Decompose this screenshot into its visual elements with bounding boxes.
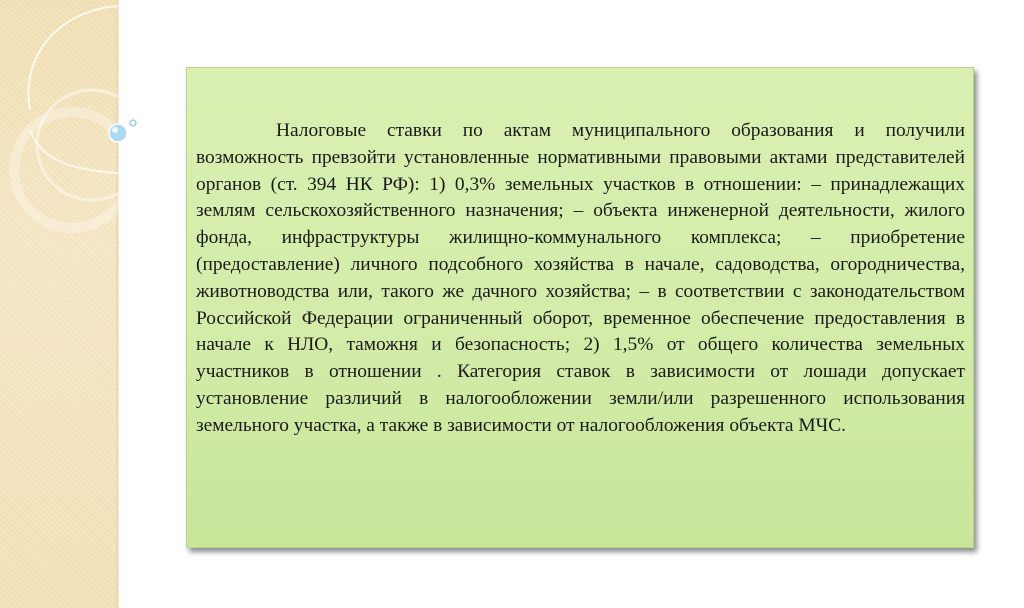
bubble-icon <box>109 124 127 142</box>
small-bubble-icon <box>130 120 136 126</box>
body-text: Налоговые ставки по актам муниципального образования и получили возможность превзойти установленные нормативными правовыми актами представителей органов (ст. 394 НК РФ): 1) 0,3% земельных участков в отношении: – принадлежащих землям сельскохозяйственного назначения; – объекта инженерной деятельности, жилого фонда, инфраструктуры жилищно-коммунального комплекса; – приобретение (предоставление) личного подсобного хозяйства в начале, садоводства, огородничества, животноводства или, такого же дачного хозяйства; – в соответствии с законодательством Российской Федерации ограниченный оборот, временное обеспечение предоставления в начале к НЛО, таможня и безопасность; 2) 1,5% от общего количества земельных участников в отношении . Категория ставок в зависимости от лошади допускает установление различий в налогообложении земли/или разрешенного использования земельного участка, а также в зависимости от налогообложения объекта МЧС. <box>196 120 965 436</box>
decorative-rings-icon <box>0 0 200 260</box>
